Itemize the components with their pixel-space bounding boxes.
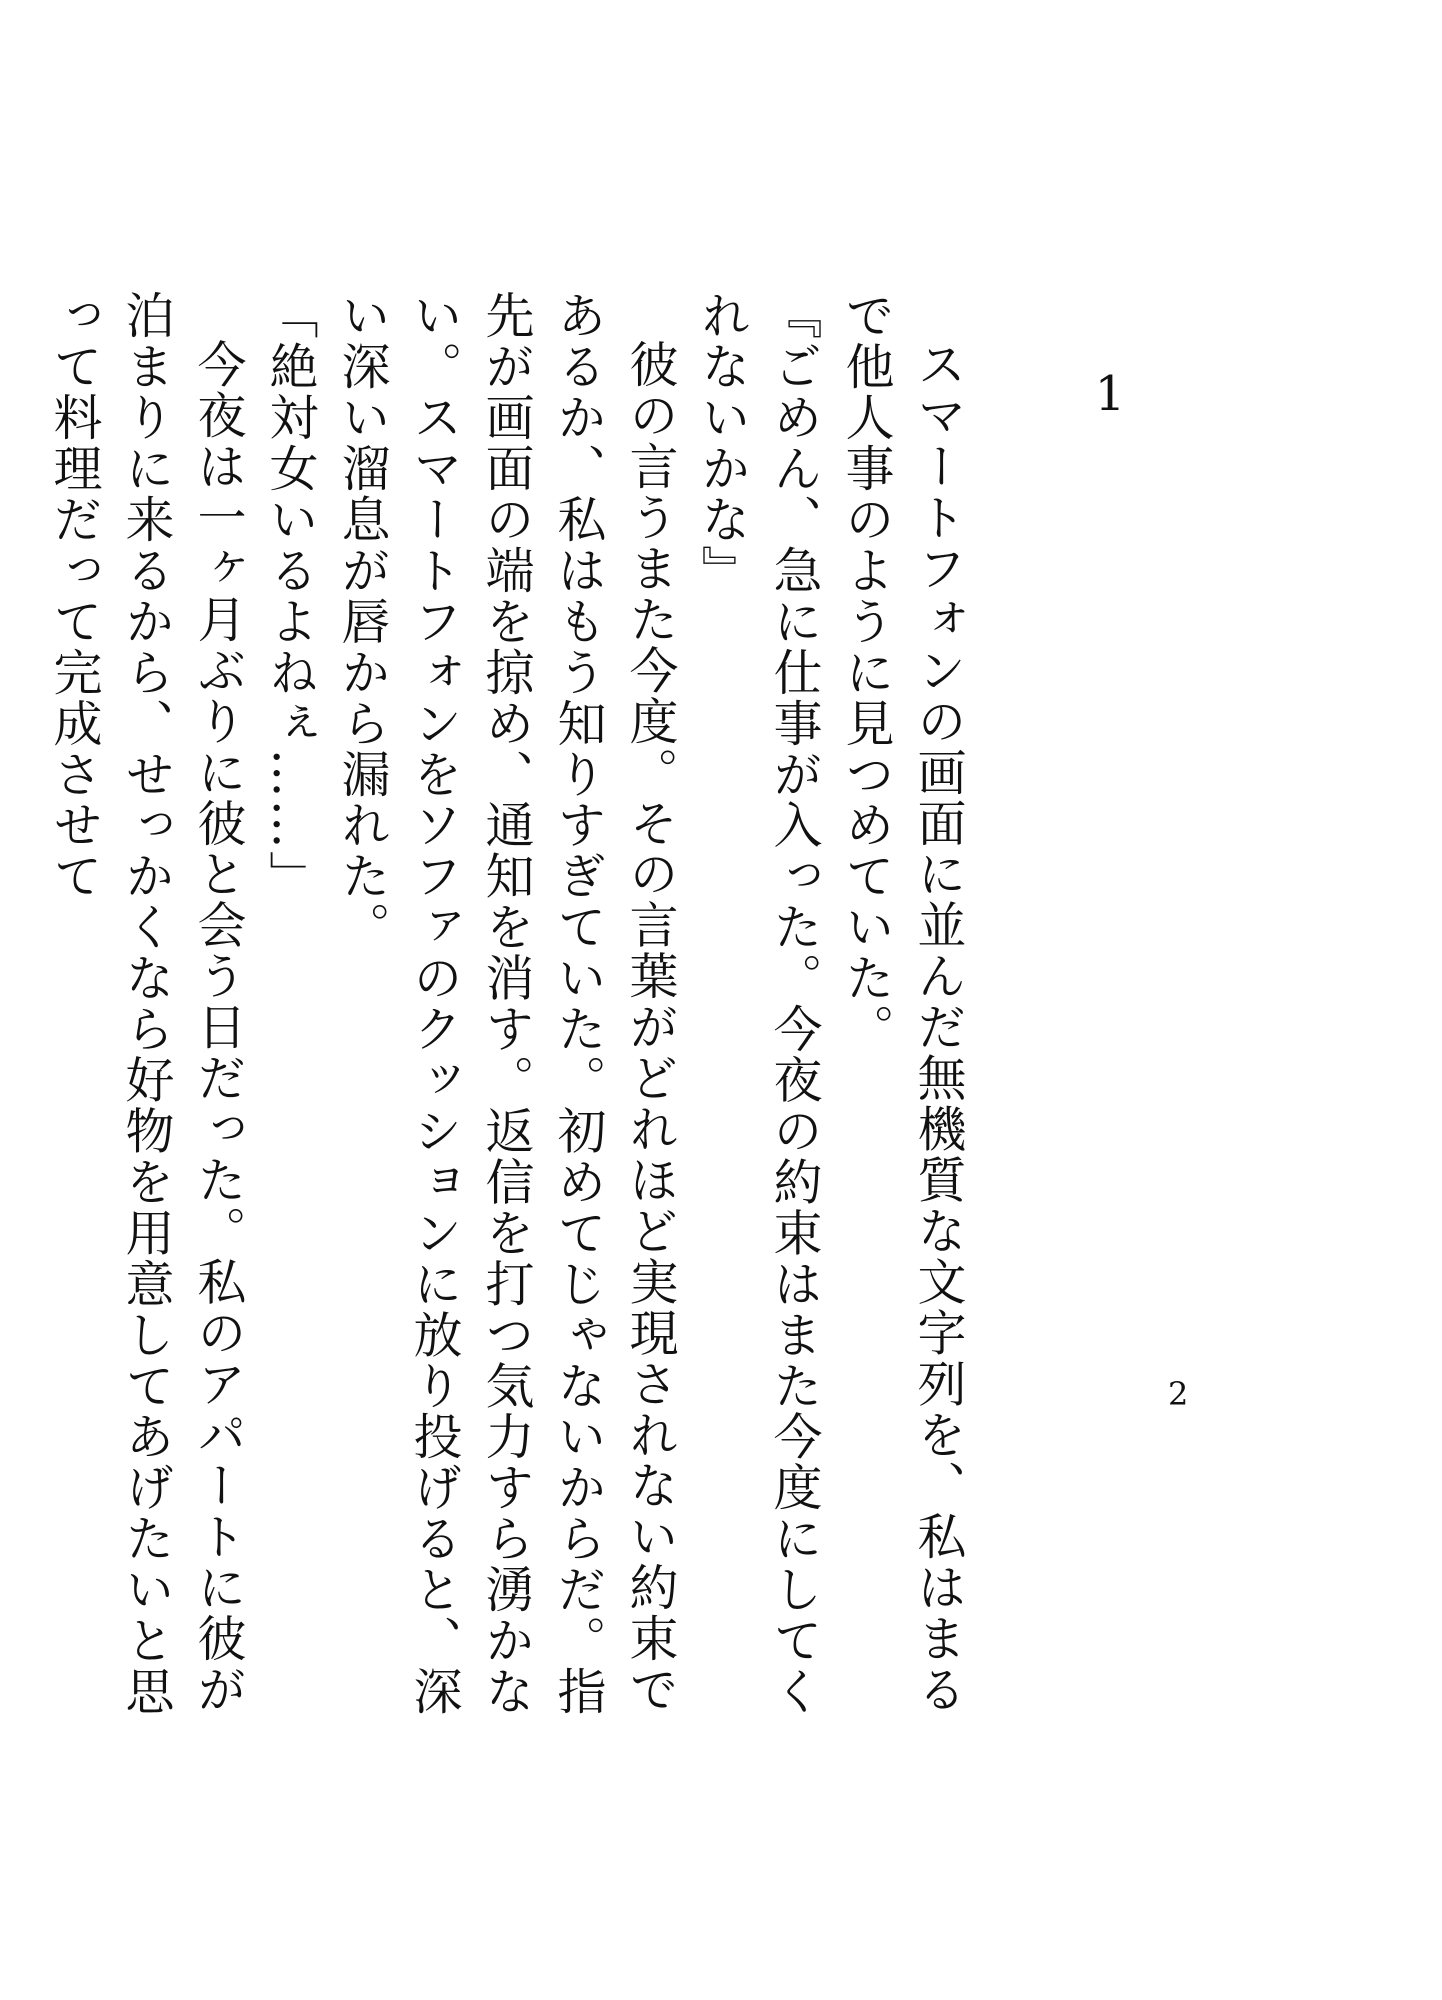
paragraph-5: 今夜は一ヶ月ぶりに彼と会う日だった。私のアパートに彼が泊まりに来るから、せっかくなら好物を用意してあげたいと思って料理だって完成させて	[46, 290, 247, 1717]
page-number: 2	[1168, 1375, 1189, 1413]
paragraph-3: 彼の言うまた今度。その言葉がどれほど実現されない約束であるか、私はもう知りすぎていた。初めてじゃないからだ。指先が画面の端を掠め、通知を消す。返信を打つ気力すら湧かない。スマートフォンをソファのクッションに放り投げると、深い深い溜息が唇から漏れた。	[334, 290, 679, 1717]
paragraph-2: 『ごめん、急に仕事が入った。今夜の約束はまた今度にしてくれないかな』	[694, 290, 823, 1717]
paragraph-4: 「絶対女いるよねぇ……」	[262, 290, 319, 902]
chapter-number: 1	[1094, 366, 1126, 422]
paragraph-1: スマートフォンの画面に並んだ無機質な文字列を、私はまるで他人事のように見つめていた。	[838, 290, 967, 1715]
body-text	[38, 290, 974, 1730]
